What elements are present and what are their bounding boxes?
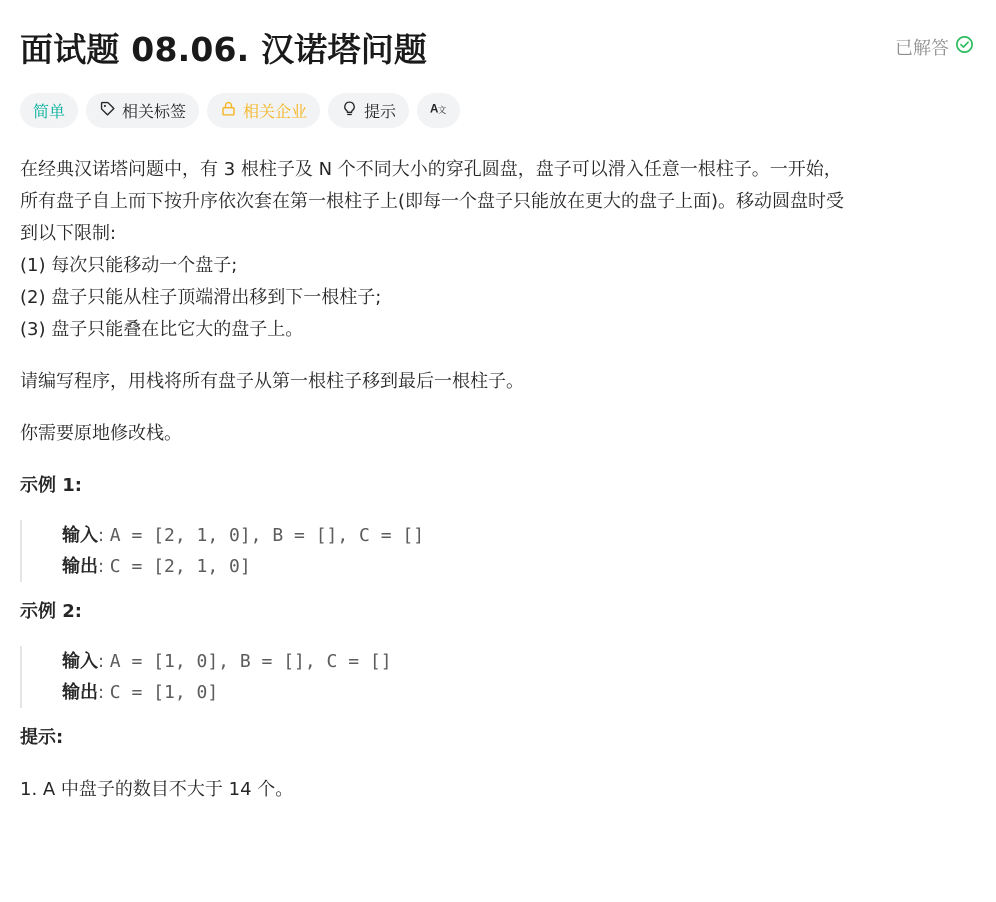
rule-line: (2) 盘子只能从柱子顶端滑出移到下一根柱子; xyxy=(20,287,382,308)
hints-label: 提示: xyxy=(20,727,64,748)
hint-button[interactable] xyxy=(328,93,409,128)
example-1-label: 示例 1: xyxy=(20,475,82,496)
svg-text:文: 文 xyxy=(437,105,447,116)
lightbulb-icon xyxy=(341,100,358,121)
example-2-input: A = [1, 0], B = [], C = [] xyxy=(109,651,392,672)
translate-button[interactable] xyxy=(417,93,460,128)
difficulty-badge[interactable] xyxy=(20,93,78,128)
description-line: 在经典汉诺塔问题中，有 3 根柱子及 N 个不同大小的穿孔圆盘，盘子可以滑入任意一根柱子。一开始， xyxy=(20,159,842,180)
output-label: 输出 xyxy=(62,682,98,703)
example-2-block: 输入: A = [1, 0], B = [], C = [] 输出: C = [1, 0] xyxy=(20,646,978,708)
rule-line: (3) 盘子只能叠在比它大的盘子上。 xyxy=(20,319,304,340)
svg-text:A: A xyxy=(430,103,439,116)
description-line: 所有盘子自上而下按升序依次套在第一根柱子上(即每一个盘子只能放在更大的盘子上面)。移动圆盘时受 xyxy=(20,191,845,212)
translate-icon xyxy=(430,100,447,121)
related-companies-label: 相关企业 xyxy=(243,102,308,121)
hint-item: 1. A 中盘子的数目不大于 14 个。 xyxy=(20,779,294,800)
rule-line: (1) 每次只能移动一个盘子; xyxy=(20,255,238,276)
example-2-label: 示例 2: xyxy=(20,601,82,622)
input-label: 输入 xyxy=(62,525,98,546)
input-label: 输入 xyxy=(62,651,98,672)
example-1-output: C = [2, 1, 0] xyxy=(109,556,251,577)
related-tags-button[interactable] xyxy=(86,93,199,128)
related-companies-button[interactable] xyxy=(207,93,320,128)
task-line: 请编写程序，用栈将所有盘子从第一根柱子移到最后一根柱子。 xyxy=(20,371,524,392)
solved-status xyxy=(895,34,976,60)
related-tags-label: 相关标签 xyxy=(122,102,187,121)
example-1-block: 输入: A = [2, 1, 0], B = [], C = [] 输出: C = [2, 1, 0] xyxy=(20,520,978,582)
description-line: 到以下限制: xyxy=(20,223,117,244)
title-row xyxy=(20,24,976,70)
tag-bar xyxy=(20,93,460,128)
solved-label: 已解答 xyxy=(895,38,949,59)
example-2-output: C = [1, 0] xyxy=(109,682,219,703)
problem-title[interactable]: 面试题 08.06. 汉诺塔问题 xyxy=(20,29,428,69)
output-label: 输出 xyxy=(62,556,98,577)
example-1-input: A = [2, 1, 0], B = [], C = [] xyxy=(109,525,425,546)
difficulty-label: 简单 xyxy=(33,102,66,121)
tag-icon xyxy=(99,100,116,121)
check-circle-icon xyxy=(955,35,974,59)
note-line: 你需要原地修改栈。 xyxy=(20,423,182,444)
hint-label: 提示 xyxy=(364,102,397,121)
problem-description xyxy=(20,154,978,806)
lock-icon xyxy=(220,100,237,121)
